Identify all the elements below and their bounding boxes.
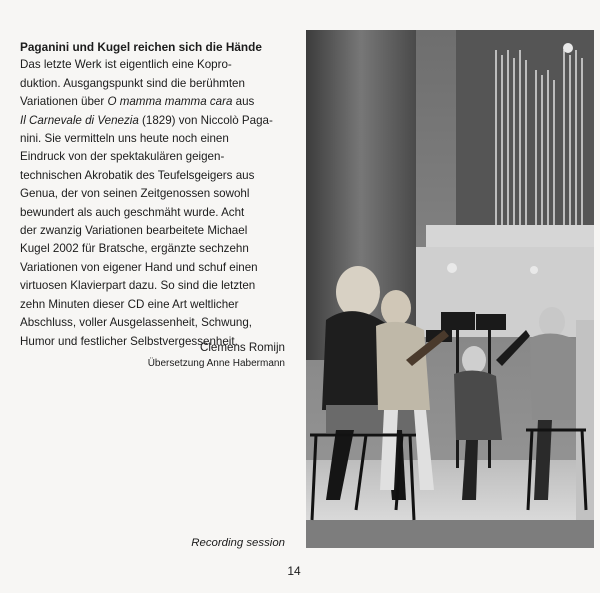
text-line: Abschluss, voller Ausgelassenheit, Schwung, bbox=[20, 316, 253, 330]
translator-credit: Übersetzung Anne Habermann bbox=[147, 358, 285, 369]
text-line bbox=[20, 112, 290, 130]
article-heading: Paganini und Kugel reichen sich die Hände bbox=[20, 40, 262, 54]
text-line: Kugel 2002 für Bratsche, ergänzte sechzehn bbox=[20, 242, 249, 256]
page-number: 14 bbox=[287, 564, 301, 578]
text-line: Humor und festlicher Selbstvergessenheit. bbox=[20, 334, 238, 348]
article-paragraph bbox=[20, 56, 290, 351]
author-name: Clemens Romijn bbox=[199, 341, 285, 354]
text-line: der zwanzig Variationen bearbeitete Michael bbox=[20, 224, 248, 238]
text-line: nini. Sie vermitteln uns heute noch einen bbox=[20, 132, 229, 146]
text-line: duktion. Ausgangspunkt sind die berühmten bbox=[20, 76, 245, 90]
text-fragment: Variationen über bbox=[20, 95, 108, 109]
recording-session-photo bbox=[306, 30, 594, 548]
work-title-italic: Il Carnevale di Venezia bbox=[20, 113, 139, 127]
photo-illustration bbox=[306, 30, 594, 548]
text-fragment: (1829) von Niccolò Paga- bbox=[138, 113, 273, 127]
text-line: zehn Minuten dieser CD eine Art weltlicher bbox=[20, 297, 239, 311]
text-line: technischen Akrobatik des Teufelsgeigers aus bbox=[20, 168, 255, 182]
text-line: virtuosen Klavierpart dazu. So sind die letzten bbox=[20, 279, 256, 293]
text-fragment: aus bbox=[232, 95, 255, 109]
text-line: Variationen von eigener Hand und schuf einen bbox=[20, 260, 258, 274]
article-text-column bbox=[20, 38, 290, 351]
text-line: Eindruck von der spektakulären geigen- bbox=[20, 150, 225, 164]
text-line bbox=[20, 93, 290, 111]
photo-caption: Recording session bbox=[191, 537, 285, 549]
text-line: bewundert als auch geschmäht wurde. Acht bbox=[20, 205, 245, 219]
text-line: Das letzte Werk ist eigentlich eine Kopro- bbox=[20, 58, 232, 72]
text-line: Genua, der von seinen Zeitgenossen sowohl bbox=[20, 187, 250, 201]
work-title-italic: O mamma mamma cara bbox=[107, 95, 233, 109]
